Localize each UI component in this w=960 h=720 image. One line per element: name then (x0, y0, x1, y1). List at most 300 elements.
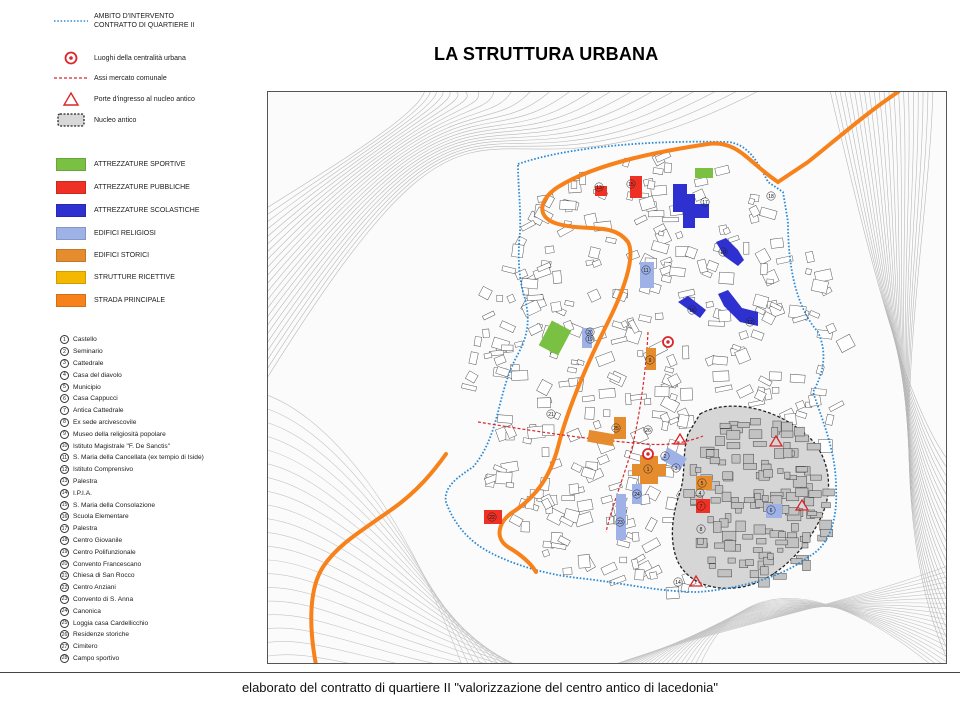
place-item (60, 582, 260, 594)
map-number-label: 16 (689, 307, 695, 314)
building (632, 532, 639, 541)
building (565, 300, 575, 306)
place-name: Palestra (73, 525, 98, 533)
building (542, 549, 550, 557)
sport-area (695, 168, 713, 178)
historic-core-building (810, 475, 821, 480)
contour-line (268, 628, 604, 664)
place-name: Casa Cappucci (73, 395, 118, 403)
category-label: ATTREZZATURE SCOLASTICHE (94, 207, 200, 214)
building (664, 163, 672, 173)
building (658, 231, 664, 236)
contour-line (268, 92, 458, 282)
historic-core-building (809, 491, 821, 498)
building (713, 356, 728, 365)
building (500, 321, 516, 333)
place-item (60, 570, 260, 582)
place-number: 26 (61, 631, 68, 638)
urban-map (267, 91, 947, 664)
building (676, 231, 683, 238)
historic-core-building (732, 455, 740, 463)
historic-core-building (762, 495, 768, 501)
building (571, 463, 582, 473)
contour-line (268, 406, 476, 664)
building (569, 484, 579, 495)
building (825, 414, 834, 425)
legend-label: AMBITO D'INTERVENTO CONTRATTO DI QUARTIERE II (94, 13, 195, 29)
historic-core-building (714, 543, 724, 548)
place-item (60, 653, 260, 665)
building (661, 275, 671, 283)
building (502, 266, 516, 274)
map-number-label: 6 (769, 507, 773, 514)
place-number: 12 (61, 466, 68, 473)
historic-core-building (753, 548, 762, 553)
building (667, 354, 678, 366)
place-name: Municipio (73, 383, 101, 391)
place-name: Seminario (73, 348, 103, 356)
place-name: Castello (73, 336, 97, 344)
place-item (60, 346, 260, 358)
place-name: S. Maria della Consolazione (73, 501, 156, 509)
building (836, 334, 855, 352)
building (665, 367, 674, 374)
historic-core-building (803, 560, 811, 570)
place-item (60, 440, 260, 452)
target-circle-icon (52, 50, 90, 66)
contour-line (868, 92, 947, 552)
historic-core-building (791, 523, 798, 531)
map-number-label: 1 (646, 466, 650, 473)
contour-line (906, 92, 947, 642)
historic-core-building (720, 423, 730, 428)
building (650, 572, 658, 580)
place-name: Centro Anziani (73, 584, 116, 592)
map-number-label: 24 (634, 491, 640, 498)
contour-line (268, 92, 689, 402)
building (512, 244, 525, 258)
building (611, 337, 627, 345)
map-number-label: 13 (596, 184, 602, 191)
building (521, 220, 536, 231)
dashed-red-line-icon (52, 70, 90, 86)
building (512, 371, 529, 381)
legend-row-porte (52, 91, 195, 107)
category-swatch-sportive (56, 158, 86, 171)
historic-core-building (716, 437, 725, 446)
place-name: Centro Polifunzionale (73, 548, 136, 556)
legend-row-nucleo (52, 112, 136, 128)
historic-core-building (778, 469, 783, 474)
category-row (56, 181, 190, 194)
historic-core-building (772, 428, 778, 438)
building (563, 568, 572, 575)
building (719, 272, 734, 284)
contour-line (268, 92, 479, 302)
contour-line (268, 641, 612, 664)
place-name: Ex sede arcivescovile (73, 418, 137, 426)
place-number: 28 (61, 655, 68, 662)
building (647, 181, 655, 190)
place-item (60, 594, 260, 606)
building (790, 374, 805, 383)
building (537, 398, 551, 408)
building (642, 538, 661, 553)
building (497, 415, 512, 424)
building (760, 264, 767, 275)
place-number: 7 (60, 406, 69, 415)
building (620, 557, 627, 563)
place-item (60, 629, 260, 641)
place-name: Convento di S. Anna (73, 595, 134, 603)
historic-core-building (708, 557, 715, 563)
place-number: 22 (61, 584, 68, 591)
place-item (60, 369, 260, 381)
historic-core-building (820, 520, 832, 530)
map-number-label: 9 (648, 357, 652, 364)
footer-caption: elaborato del contratto di quartiere II "valorizzazione del centro antico di lacedonia" (241, 680, 719, 695)
category-swatch-ricettive (56, 271, 86, 284)
map-number-label: 8 (699, 526, 703, 533)
historic-core-building (711, 498, 720, 504)
building (682, 346, 689, 359)
red-triangle-icon (52, 91, 90, 107)
building (567, 367, 576, 373)
building (542, 448, 549, 457)
historic-core-building (718, 570, 732, 577)
historic-core-building (709, 564, 715, 569)
building (662, 421, 669, 430)
place-number: 1 (60, 335, 69, 344)
map-number-marker (644, 426, 652, 434)
contour-line (268, 504, 532, 664)
building (484, 353, 492, 359)
place-item (60, 641, 260, 653)
building (543, 425, 554, 436)
map-number-label: 23 (617, 519, 623, 526)
place-number: 15 (61, 502, 68, 509)
place-number: 9 (60, 430, 69, 439)
historic-core-building (727, 431, 740, 440)
building (805, 268, 811, 274)
place-number: 14 (61, 490, 68, 497)
contour-line (268, 434, 492, 664)
historic-core-building (776, 540, 788, 545)
contour-line (658, 604, 947, 664)
place-item (60, 605, 260, 617)
historic-core-building (781, 431, 793, 437)
historic-core-building (784, 442, 790, 449)
category-row (56, 249, 149, 262)
building (634, 215, 647, 225)
historic-core-building (750, 418, 760, 425)
building (588, 247, 600, 259)
building (753, 294, 769, 309)
map-number-label: 4 (698, 490, 702, 497)
place-item (60, 558, 260, 570)
historic-core-building (750, 571, 758, 578)
building (639, 315, 652, 323)
building (617, 540, 630, 548)
historic-core-building (753, 441, 766, 446)
building (655, 387, 669, 397)
building (582, 395, 594, 401)
place-item (60, 428, 260, 440)
building (506, 482, 514, 488)
historic-core-building (758, 578, 769, 587)
building (648, 210, 664, 216)
historic-core-building (774, 449, 784, 459)
contour-lines (268, 92, 947, 664)
building (645, 518, 657, 532)
category-row (56, 227, 156, 240)
historic-core-building (728, 558, 735, 563)
historic-core-building (805, 498, 814, 506)
place-number: 27 (61, 643, 68, 650)
building (599, 388, 616, 398)
legend-label: Porte d'ingresso al nucleo antico (94, 95, 195, 103)
building (578, 554, 590, 568)
contour-line (268, 92, 431, 242)
historic-core-building (764, 469, 773, 477)
building (465, 371, 478, 383)
historic-core-building (724, 541, 735, 551)
contour-line (634, 606, 947, 664)
place-number: 4 (60, 371, 69, 380)
building (521, 278, 538, 289)
place-number: 2 (60, 347, 69, 356)
building (502, 345, 514, 351)
contour-line (694, 598, 947, 664)
footer-divider (0, 672, 960, 673)
category-row (56, 204, 200, 217)
place-number: 8 (60, 418, 69, 427)
building (795, 411, 807, 419)
place-number: 3 (60, 359, 69, 368)
historic-core-building (706, 450, 714, 457)
place-item (60, 523, 260, 535)
historic-core-building (807, 443, 821, 450)
map-number-label: 7 (699, 503, 703, 510)
historic-core-building (684, 489, 695, 497)
building (603, 410, 610, 417)
building (521, 522, 530, 533)
contour-line (883, 92, 947, 582)
contour-line (268, 462, 508, 664)
building (715, 165, 730, 176)
building (718, 310, 731, 322)
building (497, 295, 503, 301)
contour-line (828, 92, 947, 472)
place-number: 17 (61, 525, 68, 532)
building (670, 267, 686, 277)
place-item (60, 417, 260, 429)
historic-core-building (787, 533, 797, 538)
place-name: S. Maria della Cancellata (ex tempio di Iside) (73, 454, 204, 462)
historic-core-building (791, 559, 802, 564)
building (597, 454, 609, 464)
building (666, 587, 679, 599)
place-name: Chiesa di San Rocco (73, 572, 135, 580)
contour-line (586, 580, 947, 664)
category-label: EDIFICI STORICI (94, 252, 150, 259)
building (562, 496, 575, 501)
place-number: 19 (61, 549, 68, 556)
centrality-marker (663, 337, 673, 347)
historic-core-building (743, 535, 753, 540)
historic-core-building (731, 502, 743, 508)
category-label: ATTREZZATURE PUBBLICHE (94, 184, 190, 191)
building (593, 420, 601, 429)
historic-core-building (696, 468, 701, 473)
category-label: STRADA PRINCIPALE (94, 297, 166, 304)
historic-core-building (822, 503, 831, 508)
map-number-label: 20 (587, 329, 593, 336)
map-number-label: 12 (747, 319, 753, 326)
place-name: Cimitero (73, 643, 98, 651)
historic-core-building (744, 464, 757, 470)
building (715, 385, 732, 393)
building (515, 269, 528, 280)
contour-line (268, 92, 711, 412)
place-item (60, 405, 260, 417)
category-label: STRUTTURE RICETTIVE (94, 274, 175, 281)
building (596, 351, 615, 366)
place-name: Convento Francescano (73, 560, 142, 568)
historic-core-building (820, 529, 832, 537)
historic-core-building (760, 567, 768, 575)
category-swatch-scolastiche (56, 204, 86, 217)
contour-line (268, 92, 516, 322)
place-name: Istituto Comprensivo (73, 466, 134, 474)
place-name: Istituto Magistrale "F. De Sanctis" (73, 442, 171, 450)
building (816, 365, 824, 375)
map-number-label: 17 (702, 199, 708, 206)
map-number-label: 14 (675, 579, 681, 586)
place-name: I.P.I.A. (73, 489, 92, 497)
historic-core-building (757, 538, 766, 544)
historic-core-building (823, 489, 834, 496)
historic-core-building (773, 573, 786, 579)
dotted-box-icon (52, 112, 90, 128)
category-swatch-storici (56, 249, 86, 262)
place-item (60, 499, 260, 511)
building (809, 394, 822, 407)
place-number: 21 (61, 572, 68, 579)
centrality-marker (643, 449, 653, 459)
historic-core-building (708, 517, 713, 523)
building (601, 562, 617, 575)
place-number: 5 (60, 383, 69, 392)
legend-row-ambito (52, 12, 194, 30)
contour-line (903, 92, 947, 622)
building (809, 310, 820, 318)
place-item (60, 334, 260, 346)
historic-building (696, 476, 712, 490)
building (551, 301, 562, 312)
historic-core-building (779, 532, 786, 538)
building (625, 393, 631, 404)
legend-row-centralita (52, 50, 186, 66)
historic-core-building (784, 449, 792, 458)
building (697, 259, 708, 273)
building (474, 336, 482, 346)
contour-line (640, 606, 947, 664)
building (759, 207, 777, 220)
map-number-label: 22 (489, 514, 495, 521)
historic-core-building (778, 548, 784, 552)
place-name: Canonica (73, 607, 101, 615)
place-number: 25 (61, 620, 68, 627)
place-number: 10 (61, 443, 68, 450)
building (609, 482, 623, 491)
map-number-label: 19 (587, 336, 593, 343)
building (567, 428, 582, 442)
public-facility (696, 499, 710, 513)
building (744, 242, 749, 254)
building (751, 330, 764, 341)
contour-line (268, 655, 620, 664)
building (577, 499, 593, 512)
building (662, 217, 678, 222)
building (635, 569, 645, 580)
contour-line (858, 92, 947, 532)
building (829, 401, 844, 412)
building (653, 168, 664, 175)
historic-core-building (744, 454, 754, 464)
contour-line (268, 92, 754, 432)
place-item (60, 535, 260, 547)
place-item (60, 511, 260, 523)
building (811, 279, 828, 293)
building (655, 313, 663, 320)
map-number-label: 26 (645, 427, 651, 434)
place-number: 11 (61, 454, 68, 461)
historic-core-building (738, 422, 750, 427)
historic-core-building (795, 427, 805, 436)
map-number-label: 15 (628, 181, 634, 188)
building (606, 237, 617, 244)
place-item (60, 487, 260, 499)
place-number: 6 (60, 394, 69, 403)
boundary-dotted-line-icon (52, 13, 90, 29)
category-row (56, 271, 175, 284)
building (681, 388, 693, 400)
category-label: EDIFICI RELIGIOSI (94, 230, 156, 237)
map-number-marker (547, 410, 555, 418)
historic-core-building (713, 522, 721, 533)
place-number: 13 (61, 478, 68, 485)
map-number-label: 5 (700, 480, 704, 487)
historic-core-building (722, 492, 731, 502)
historic-core-building (697, 538, 703, 544)
place-item (60, 381, 260, 393)
legend-label: Nucleo antico (94, 116, 137, 124)
historic-core-building (808, 511, 817, 515)
category-swatch-religiosi (56, 227, 86, 240)
place-item (60, 393, 260, 405)
category-row (56, 158, 185, 171)
place-number: 23 (61, 596, 68, 603)
building (796, 400, 806, 409)
place-name: Palestra (73, 477, 98, 485)
page-title: LA STRUTTURA URBANA (434, 44, 659, 64)
category-label: ATTREZZATURE SPORTIVE (94, 161, 186, 168)
historic-core-building (727, 442, 740, 448)
contour-line (268, 92, 560, 342)
building (805, 251, 814, 262)
contour-line (268, 92, 425, 232)
